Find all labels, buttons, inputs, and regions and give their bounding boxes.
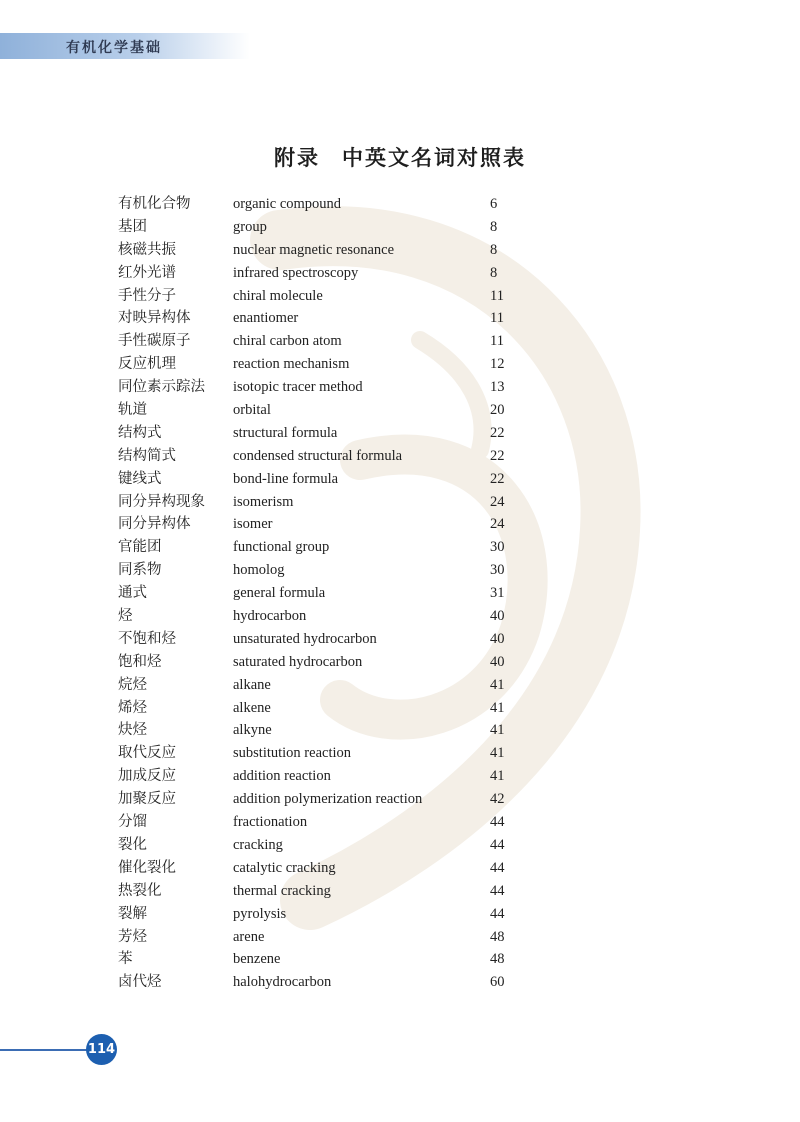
term-english: structural formula <box>233 424 338 441</box>
term-page-number: 48 <box>490 951 505 968</box>
term-page-number: 6 <box>490 196 498 212</box>
term-english: functional group <box>233 539 330 556</box>
glossary-row <box>118 651 538 674</box>
term-english: saturated hydrocarbon <box>233 653 363 670</box>
term-page-number: 44 <box>490 905 505 922</box>
term-page-number: 30 <box>490 539 505 556</box>
page-number-badge: 114 <box>86 1034 117 1065</box>
term-page-number: 8 <box>490 264 498 281</box>
term-page-number: 22 <box>490 424 505 441</box>
term-english: chiral molecule <box>233 287 323 304</box>
term-chinese: 不饱和烃 <box>118 630 176 647</box>
glossary-row <box>118 834 538 857</box>
term-english: organic compound <box>233 196 342 212</box>
term-chinese: 基团 <box>118 218 147 235</box>
term-english: unsaturated hydrocarbon <box>233 630 377 647</box>
glossary-row <box>118 559 538 582</box>
term-chinese: 键线式 <box>118 470 162 487</box>
term-chinese: 同位素示踪法 <box>118 379 205 396</box>
term-english: reaction mechanism <box>233 356 350 373</box>
term-chinese: 红外光谱 <box>118 264 176 281</box>
term-page-number: 41 <box>490 768 505 785</box>
glossary-row <box>118 468 538 491</box>
term-page-number: 40 <box>490 630 505 647</box>
term-chinese: 通式 <box>118 585 147 602</box>
glossary-row <box>118 903 538 926</box>
term-chinese: 轨道 <box>118 402 147 419</box>
term-page-number: 22 <box>490 447 505 464</box>
term-page-number: 20 <box>490 402 505 419</box>
term-chinese: 热裂化 <box>118 882 162 899</box>
term-chinese: 炔烃 <box>118 722 147 739</box>
term-english: addition reaction <box>233 768 331 785</box>
term-chinese: 分馏 <box>118 814 147 831</box>
term-english: chiral carbon atom <box>233 333 342 350</box>
term-chinese: 同系物 <box>118 562 162 579</box>
term-chinese: 饱和烃 <box>118 653 162 670</box>
page-title <box>0 142 800 172</box>
term-page-number: 30 <box>490 562 505 579</box>
term-chinese: 卤代烃 <box>118 974 162 991</box>
term-page-number: 40 <box>490 608 505 625</box>
term-page-number: 44 <box>490 882 505 899</box>
term-page-number: 44 <box>490 814 505 831</box>
term-chinese: 加聚反应 <box>118 791 176 808</box>
glossary-row <box>118 697 538 720</box>
term-chinese: 对映异构体 <box>118 310 191 327</box>
term-english: hydrocarbon <box>233 608 307 625</box>
term-page-number: 41 <box>490 722 505 739</box>
term-page-number: 11 <box>490 333 504 350</box>
term-page-number: 41 <box>490 745 505 762</box>
term-chinese: 官能团 <box>118 539 162 556</box>
term-page-number: 48 <box>490 928 505 945</box>
glossary-row <box>118 788 538 811</box>
glossary-row <box>118 971 538 994</box>
term-english: isomer <box>233 516 273 533</box>
glossary-row <box>118 857 538 880</box>
glossary-row <box>118 605 538 628</box>
term-chinese: 裂化 <box>118 836 147 853</box>
term-page-number: 13 <box>490 379 505 396</box>
glossary-row <box>118 353 538 376</box>
glossary-row <box>118 628 538 651</box>
term-page-number: 24 <box>490 493 505 510</box>
term-english: enantiomer <box>233 310 299 327</box>
glossary-row <box>118 948 538 971</box>
term-page-number: 8 <box>490 241 498 258</box>
term-chinese: 取代反应 <box>118 745 176 762</box>
glossary-row <box>118 491 538 514</box>
term-page-number: 41 <box>490 699 505 716</box>
term-chinese: 烃 <box>118 608 133 625</box>
glossary-row <box>118 307 538 330</box>
glossary-row <box>118 399 538 422</box>
term-page-number: 44 <box>490 836 505 853</box>
term-page-number: 31 <box>490 585 505 602</box>
term-english: cracking <box>233 836 283 853</box>
glossary-row <box>118 880 538 903</box>
glossary-row <box>118 262 538 285</box>
glossary-row <box>118 445 538 468</box>
term-chinese: 结构式 <box>118 424 162 441</box>
term-english: arene <box>233 928 265 945</box>
term-page-number: 11 <box>490 310 504 327</box>
glossary-row <box>118 216 538 239</box>
term-chinese: 有机化合物 <box>118 196 191 212</box>
term-english: addition polymerization reaction <box>233 791 423 808</box>
term-chinese: 结构简式 <box>118 447 176 464</box>
page-title-heading: 中英文名词对照表 <box>342 145 526 170</box>
glossary-row <box>118 719 538 742</box>
footer-rule <box>0 1049 90 1051</box>
glossary-row <box>118 239 538 262</box>
term-english: catalytic cracking <box>233 859 336 876</box>
term-chinese: 加成反应 <box>118 768 176 785</box>
term-english: benzene <box>233 951 281 968</box>
term-page-number: 8 <box>490 218 498 235</box>
term-page-number: 42 <box>490 791 505 808</box>
term-english: alkyne <box>233 722 272 739</box>
term-page-number: 22 <box>490 470 505 487</box>
glossary-row <box>118 742 538 765</box>
term-page-number: 12 <box>490 356 505 373</box>
glossary-row <box>118 811 538 834</box>
term-chinese: 同分异构现象 <box>118 493 205 510</box>
term-page-number: 41 <box>490 676 505 693</box>
term-english: bond-line formula <box>233 470 339 487</box>
term-page-number: 44 <box>490 859 505 876</box>
term-english: pyrolysis <box>233 905 287 922</box>
term-english: alkene <box>233 699 271 716</box>
term-page-number: 11 <box>490 287 504 304</box>
glossary-row <box>118 765 538 788</box>
term-chinese: 烯烃 <box>118 699 147 716</box>
term-chinese: 手性碳原子 <box>118 333 191 350</box>
term-chinese: 催化裂化 <box>118 859 176 876</box>
term-english: substitution reaction <box>233 745 351 762</box>
book-title: 有机化学基础 <box>66 40 162 56</box>
term-english: group <box>233 218 267 235</box>
term-english: homolog <box>233 562 285 579</box>
glossary-row <box>118 330 538 353</box>
glossary-row <box>118 536 538 559</box>
term-chinese: 裂解 <box>118 905 147 922</box>
term-chinese: 同分异构体 <box>118 516 191 533</box>
term-page-number: 40 <box>490 653 505 670</box>
term-english: alkane <box>233 676 271 693</box>
term-english: condensed structural formula <box>233 447 403 464</box>
term-chinese: 反应机理 <box>118 356 176 373</box>
glossary-row <box>118 422 538 445</box>
term-english: infrared spectroscopy <box>233 264 359 281</box>
term-english: fractionation <box>233 814 308 831</box>
term-english: isotopic tracer method <box>233 379 363 396</box>
term-chinese: 芳烃 <box>118 928 147 945</box>
term-chinese: 苯 <box>118 951 133 968</box>
glossary-row <box>118 582 538 605</box>
glossary-row <box>118 376 538 399</box>
glossary-table <box>118 193 538 994</box>
glossary-row <box>118 674 538 697</box>
glossary-row <box>118 285 538 308</box>
term-english: orbital <box>233 402 271 419</box>
term-english: isomerism <box>233 493 294 510</box>
term-page-number: 24 <box>490 516 505 533</box>
term-page-number: 60 <box>490 974 505 991</box>
term-chinese: 烷烃 <box>118 676 147 693</box>
term-english: thermal cracking <box>233 882 331 899</box>
glossary-row <box>118 513 538 536</box>
glossary-row <box>118 926 538 949</box>
term-english: general formula <box>233 585 326 602</box>
glossary-row <box>118 193 538 216</box>
term-chinese: 手性分子 <box>118 287 176 304</box>
page-title-appendix: 附录 <box>274 145 320 170</box>
term-chinese: 核磁共振 <box>118 241 176 258</box>
term-english: halohydrocarbon <box>233 974 332 991</box>
term-english: nuclear magnetic resonance <box>233 241 395 258</box>
